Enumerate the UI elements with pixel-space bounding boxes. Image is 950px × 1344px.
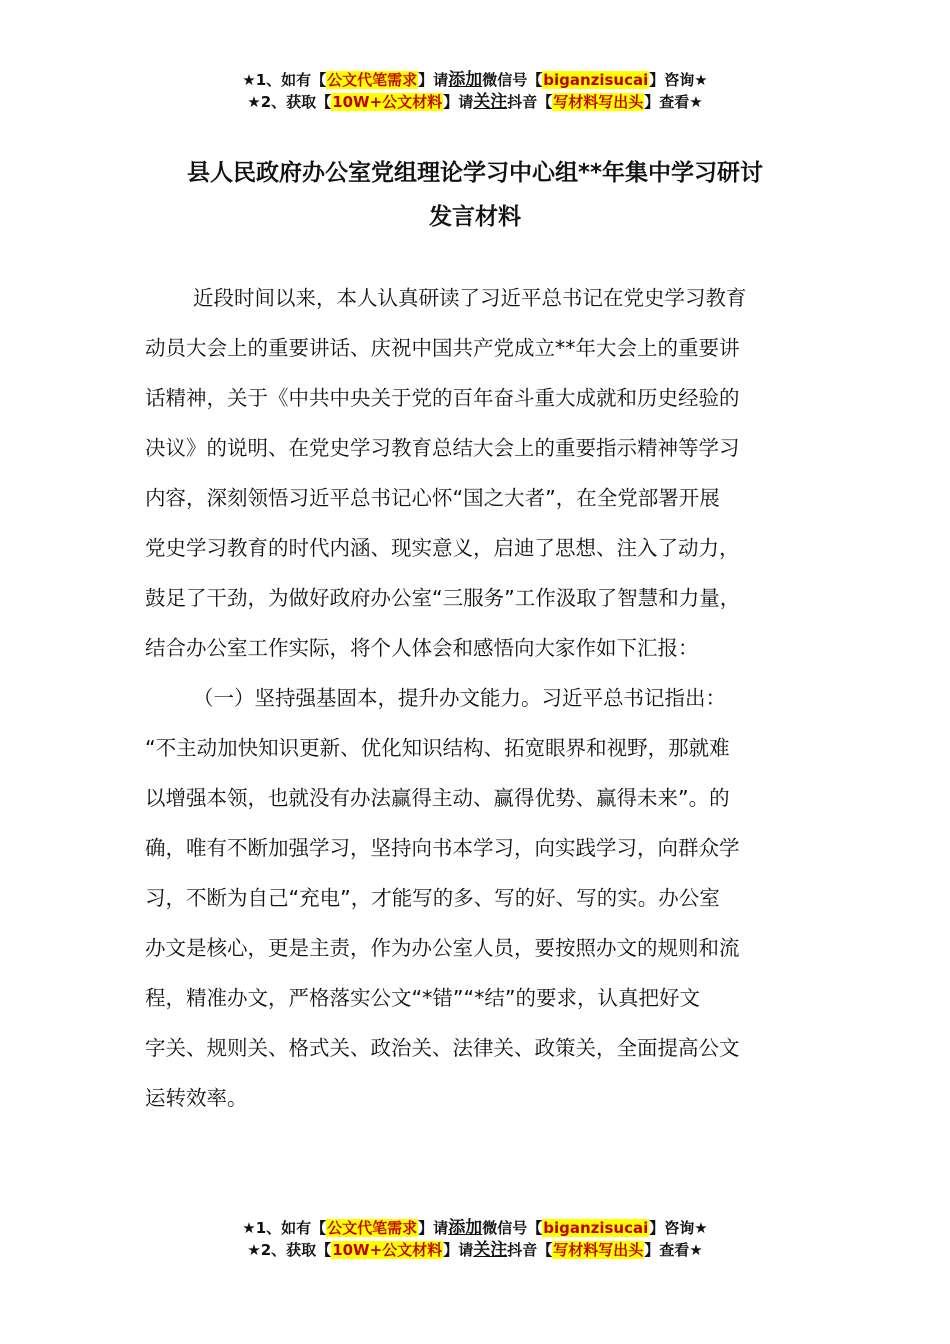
paragraph-line: 决议》的说明、在党史学习教育总结大会上的重要指示精神等学习 [145,436,740,460]
paragraph-line: 程，精准办文，严格落实公文“*错”“*结”的要求，认真把好文 [145,986,700,1010]
promo-line-1-mid: 】请 [418,71,449,89]
paragraph-line: 党史学习教育的时代内涵、现实意义，启迪了思想、注入了动力， [145,536,740,560]
promo-line-2-emphasis: 关注 [473,92,508,112]
promo-line-1-emphasis: 添加 [448,1218,483,1238]
top-promo-banner [0,69,950,113]
document-title [0,151,950,239]
paragraph-line: （一）坚持强基固本，提升办文能力。习近平总书记指出： [193,686,726,710]
paragraph-line: 话精神，关于《中共中央关于党的百年奋斗重大成就和历史经验的 [145,386,740,410]
promo-line-2 [0,1239,950,1261]
paragraph-line: “不主动加快知识更新、优化知识结构、拓宽眼界和视野，那就难 [145,736,730,760]
promo-line-1-emphasis: 添加 [448,70,483,90]
document-title-line-1: 县人民政府办公室党组理论学习中心组**年集中学习研讨 [186,160,764,186]
promo-line-2-suffix: 】查看★ [644,93,703,111]
promo-highlight-service: 公文代笔需求 [327,1219,418,1237]
promo-line-2 [0,91,950,113]
paragraph-line: 结合办公室工作实际，将个人体会和感悟向大家作如下汇报： [145,636,699,660]
promo-line-1-mid2: 微信号【 [482,1219,543,1237]
promo-highlight-wechat-id: biganzisucai [543,1219,649,1237]
paragraph-line: 近段时间以来，本人认真研读了习近平总书记在党史学习教育 [193,286,747,310]
paragraph-line: 习，不断为自己“充电”，才能写的多、写的好、写的实。办公室 [145,886,720,910]
promo-highlight-douyin-account: 写材料写出头 [553,1241,644,1259]
document-title-line-2: 发言材料 [429,204,521,230]
promo-line-2-emphasis: 关注 [473,1240,508,1260]
paragraph-line: 字关、规则关、格式关、政治关、法律关、政策关，全面提高公文 [145,1036,740,1060]
paragraph-line: 办文是核心，更是主责，作为办公室人员，要按照办文的规则和流 [145,936,740,960]
paragraph-line: 确，唯有不断加强学习，坚持向书本学习，向实践学习，向群众学 [145,836,740,860]
paragraph-section-1 [145,673,810,1123]
promo-line-1-suffix: 】咨询★ [649,1219,708,1237]
promo-highlight-materials: 10W+公文材料 [332,93,443,111]
paragraph-line: 动员大会上的重要讲话、庆祝中国共产党成立**年大会上的重要讲 [145,336,740,360]
promo-highlight-materials: 10W+公文材料 [332,1241,443,1259]
paragraph-line: 以增强本领，也就没有办法赢得主动、赢得优势、赢得未来”。的 [145,786,730,810]
promo-line-1-prefix: ★1、如有【 [242,1219,327,1237]
bottom-promo-banner [0,1217,950,1261]
promo-line-1-prefix: ★1、如有【 [242,71,327,89]
promo-line-2-mid2: 抖音【 [507,93,553,111]
promo-line-2-mid: 】请 [443,93,474,111]
promo-line-1-suffix: 】咨询★ [649,71,708,89]
promo-line-2-prefix: ★2、获取【 [247,1241,332,1259]
promo-line-1 [0,69,950,91]
promo-highlight-wechat-id: biganzisucai [543,71,649,89]
paragraph-introduction [145,273,810,673]
paragraph-line: 运转效率。 [145,1086,248,1110]
promo-line-2-suffix: 】查看★ [644,1241,703,1259]
document-body [145,273,810,1123]
promo-line-1-mid: 】请 [418,1219,449,1237]
promo-highlight-service: 公文代笔需求 [327,71,418,89]
paragraph-line: 鼓足了干劲，为做好政府办公室“三服务”工作汲取了智慧和力量， [145,586,741,610]
promo-line-2-mid2: 抖音【 [507,1241,553,1259]
promo-line-2-prefix: ★2、获取【 [247,93,332,111]
paragraph-line: 内容，深刻领悟习近平总书记心怀“国之大者”，在全党部署开展 [145,486,720,510]
promo-line-1-mid2: 微信号【 [482,71,543,89]
promo-line-1 [0,1217,950,1239]
promo-line-2-mid: 】请 [443,1241,474,1259]
promo-highlight-douyin-account: 写材料写出头 [553,93,644,111]
